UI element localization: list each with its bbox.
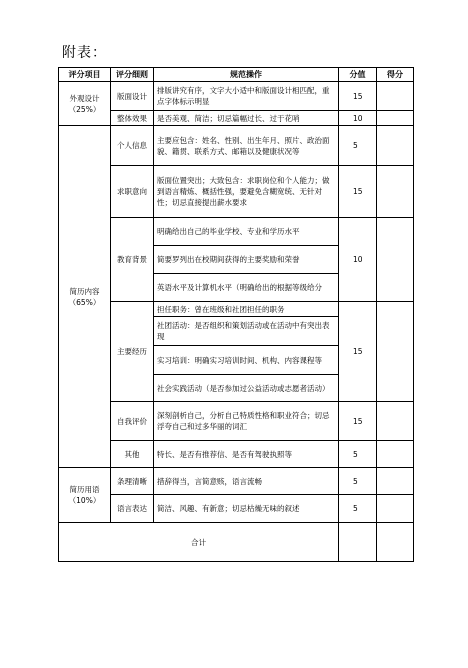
- table-row: [59, 111, 414, 126]
- scoring-table: [58, 67, 414, 562]
- score-value: 15: [339, 402, 377, 441]
- score-value: 10: [339, 218, 377, 302]
- table-row: [59, 126, 414, 166]
- column-header: 规范操作: [154, 68, 339, 82]
- table-row: [59, 441, 414, 468]
- score-cell: [377, 441, 414, 468]
- total-label: 合计: [59, 523, 339, 562]
- criteria-description: 特长、是否有推荐信、是否有驾驶执照等: [154, 441, 339, 468]
- criteria-description: 担任职务：曾在班级和社团担任的职务: [154, 302, 339, 317]
- column-header: 评分细则: [111, 68, 154, 82]
- criteria-description: 社会实践活动（是否参加过公益活动或志愿者活动）: [154, 375, 339, 402]
- page-title: 附表：: [62, 45, 107, 61]
- score-cell: [377, 468, 414, 495]
- score-cell: [377, 402, 414, 441]
- table-row: [59, 302, 414, 317]
- score-value: 5: [339, 441, 377, 468]
- criteria-detail: 教育背景: [111, 218, 154, 302]
- score-cell: [377, 82, 414, 111]
- column-header: 分值: [339, 68, 377, 82]
- criteria-description: 简洁、风趣、有新意；切忌枯燥无味的叙述: [154, 495, 339, 523]
- table-row: [59, 166, 414, 218]
- criteria-description: 明确给出自己的毕业学校、专业和学历水平: [154, 218, 339, 246]
- score-cell: [377, 218, 414, 302]
- section-name: 简历内容 （65%）: [59, 126, 111, 468]
- criteria-detail: 个人信息: [111, 126, 154, 166]
- column-header: 评分项目: [59, 68, 111, 82]
- criteria-detail: 其他: [111, 441, 154, 468]
- score-cell: [377, 126, 414, 166]
- criteria-detail: 自我评价: [111, 402, 154, 441]
- score-cell: [377, 166, 414, 218]
- score-cell: [377, 495, 414, 523]
- criteria-detail: 语言表达: [111, 495, 154, 523]
- table-row: [59, 82, 414, 111]
- header-row: [59, 68, 414, 82]
- table-row: [59, 402, 414, 441]
- criteria-description: 英语水平及计算机水平（明确给出的根据等级给分: [154, 274, 339, 302]
- criteria-detail: 整体效果: [111, 111, 154, 126]
- section-name: 外观设计 （25%）: [59, 82, 111, 126]
- criteria-description: 实习培训：明确实习培训时间、机构、内容课程等: [154, 346, 339, 375]
- score-value: 15: [339, 302, 377, 402]
- table-row: [59, 495, 414, 523]
- score-cell: [377, 111, 414, 126]
- criteria-detail: 版面设计: [111, 82, 154, 111]
- criteria-description: 版面位置突出；大致包含：求职岗位和个人能力；做到语言精炼、概括性强，要避免含糊宽统、无针对性；切忌直接提出薪水要求: [154, 166, 339, 218]
- table-row: [59, 218, 414, 246]
- section-name: 简历用语 （10%）: [59, 468, 111, 523]
- score-value: 15: [339, 82, 377, 111]
- criteria-detail: 条理清晰: [111, 468, 154, 495]
- score-value: 5: [339, 126, 377, 166]
- score-value: 5: [339, 468, 377, 495]
- table-row: [59, 468, 414, 495]
- total-row: [59, 523, 414, 562]
- criteria-description: 排版讲究有序，文字大小适中和版面设计相匹配，重点字体标示明显: [154, 82, 339, 111]
- total-earned: [377, 523, 414, 562]
- criteria-description: 社团活动：是否组织和策划活动或在活动中有突出表现: [154, 317, 339, 346]
- criteria-description: 是否美观、简洁；切忌篇幅过长、过于花哨: [154, 111, 339, 126]
- score-value: 10: [339, 111, 377, 126]
- criteria-description: 措辞得当，言简意赅，语言流畅: [154, 468, 339, 495]
- score-value: 5: [339, 495, 377, 523]
- score-cell: [377, 302, 414, 402]
- criteria-detail: 主要经历: [111, 302, 154, 402]
- total-score: [339, 523, 377, 562]
- criteria-detail: 求职意向: [111, 166, 154, 218]
- score-value: 15: [339, 166, 377, 218]
- column-header: 得分: [377, 68, 414, 82]
- criteria-description: 主要应包含：姓名、性别、出生年月、照片、政治面貌、籍贯、联系方式、邮箱以及健康状况等: [154, 126, 339, 166]
- criteria-description: 深刻剖析自己，分析自己特质性格和职业符合；切忌浮夸自己和过多华丽的词汇: [154, 402, 339, 441]
- criteria-description: 简要罗列出在校期间获得的主要奖励和荣誉: [154, 246, 339, 274]
